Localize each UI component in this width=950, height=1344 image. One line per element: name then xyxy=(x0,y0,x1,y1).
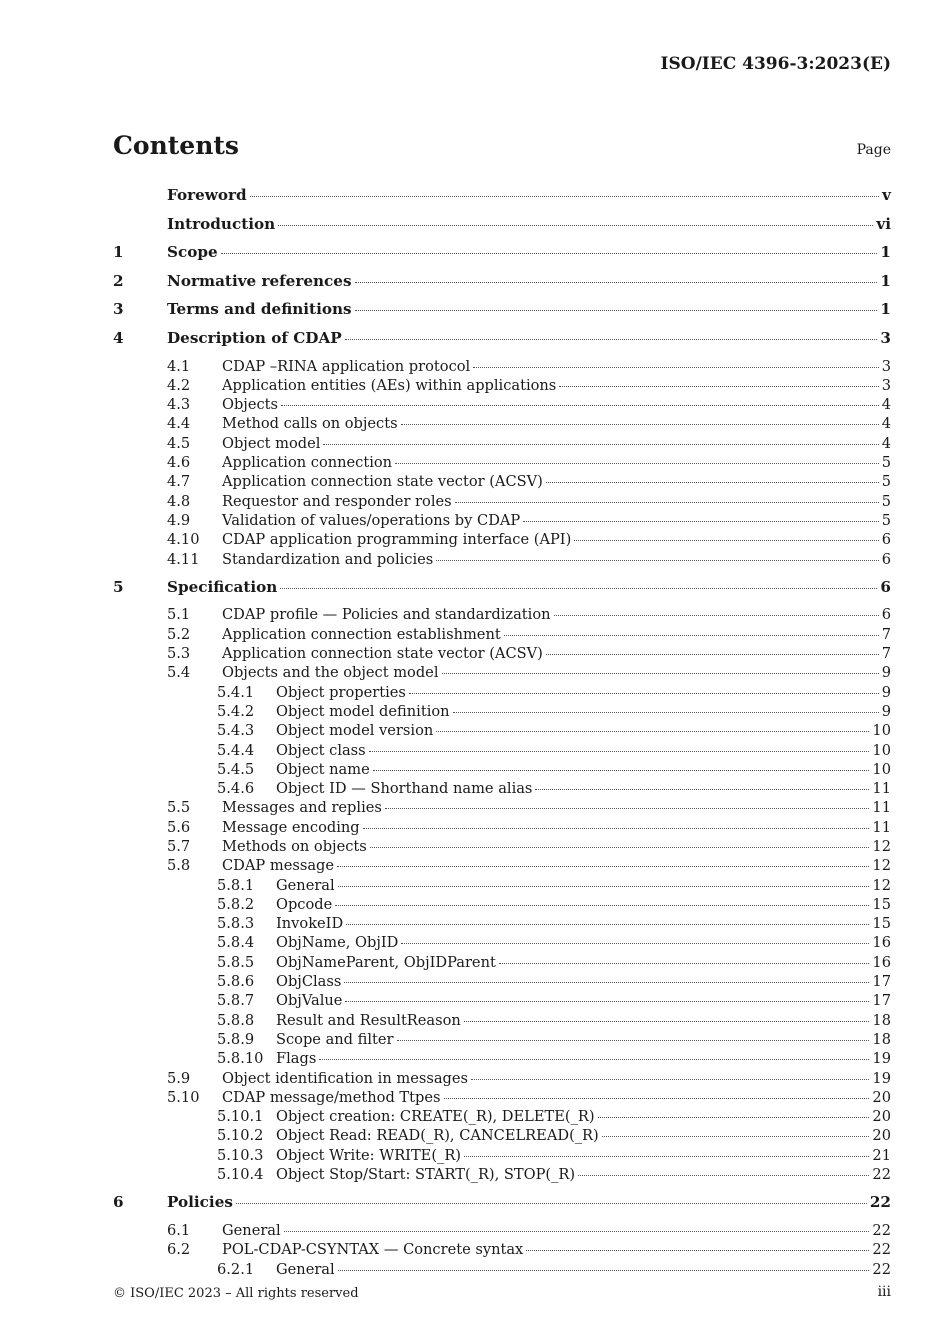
toc-entry-title: POL-CDAP-CSYNTAX — Concrete syntax xyxy=(222,1241,524,1259)
toc-entry-title: Description of CDAP xyxy=(167,328,342,347)
dot-leader xyxy=(526,1250,869,1251)
dot-leader xyxy=(602,1136,870,1137)
toc-entry-page: 11 xyxy=(872,799,891,817)
dot-leader xyxy=(319,1059,869,1060)
toc-entry-number: 5.8.5 xyxy=(217,953,255,971)
toc-entry-number: 3 xyxy=(113,300,124,319)
toc-entry-number: 5.8.2 xyxy=(217,895,255,913)
toc-entry-number: 4.10 xyxy=(167,531,200,549)
footer-page-number: iii xyxy=(877,1284,891,1300)
toc-entry[interactable] xyxy=(113,435,891,454)
toc-entry-page: 9 xyxy=(881,702,891,720)
toc-entry-title: CDAP message xyxy=(222,857,334,875)
dot-leader xyxy=(455,502,879,503)
toc-entry-page: 12 xyxy=(872,876,891,894)
dot-leader xyxy=(337,866,869,867)
toc-entry-title: General xyxy=(276,876,335,894)
toc-entry[interactable] xyxy=(113,1127,891,1146)
toc-entry-number: 1 xyxy=(113,243,124,262)
toc-entry-title: ObjNameParent, ObjIDParent xyxy=(276,953,496,971)
toc-entry-number: 5 xyxy=(113,577,124,596)
toc-entry[interactable] xyxy=(113,300,891,329)
toc-entry-title: CDAP –RINA application protocol xyxy=(222,357,471,375)
toc-entry[interactable] xyxy=(113,819,891,838)
toc-entry-number: 4.9 xyxy=(167,511,191,529)
toc-entry-title: Application connection state vector (ACSV) xyxy=(222,473,543,491)
toc-entry[interactable] xyxy=(113,1222,891,1241)
toc-entry-page: 7 xyxy=(881,645,891,663)
toc-entry[interactable] xyxy=(113,664,891,683)
toc-entry-page: 22 xyxy=(872,1241,891,1259)
dot-leader xyxy=(453,712,879,713)
toc-entry-title: Application connection xyxy=(222,454,393,472)
toc-entry-title: Object Stop/Start: START(_R), STOP(_R) xyxy=(276,1166,576,1184)
toc-entry[interactable] xyxy=(113,606,891,625)
toc-entry-page: 12 xyxy=(872,857,891,875)
toc-entry-page: 1 xyxy=(880,243,891,262)
toc-entry-number: 6.2 xyxy=(167,1241,191,1259)
toc-entry-title: ObjValue xyxy=(276,992,343,1010)
toc-entry-number: 5.4.3 xyxy=(217,722,255,740)
toc-entry-title: Object Read: READ(_R), CANCELREAD(_R) xyxy=(276,1127,599,1145)
dot-leader xyxy=(523,521,878,522)
toc-entry-title: Messages and replies xyxy=(222,799,382,817)
toc-entry-page: 19 xyxy=(872,1050,891,1068)
toc-entry-title: Objects xyxy=(222,396,278,414)
toc-entry-number: 5.8.6 xyxy=(217,973,255,991)
toc-entry-number: 4.2 xyxy=(167,376,191,394)
dot-leader xyxy=(221,253,878,254)
toc-entry-number: 5.10.1 xyxy=(217,1108,264,1126)
dot-leader xyxy=(436,560,878,561)
dot-leader xyxy=(335,905,869,906)
toc-entry-number: 5.8.9 xyxy=(217,1030,255,1048)
toc-entry-title: Policies xyxy=(167,1193,233,1212)
toc-entry-title: Message encoding xyxy=(222,818,360,836)
toc-entry[interactable] xyxy=(113,551,891,570)
toc-entry-number: 5.9 xyxy=(167,1069,191,1087)
toc-entry-title: CDAP application programming interface (API) xyxy=(222,531,572,549)
toc-entry-title: Validation of values/operations by CDAP xyxy=(222,511,521,529)
toc-entry[interactable] xyxy=(113,1166,891,1185)
dot-leader xyxy=(409,693,879,694)
toc-entry-title: Flags xyxy=(276,1050,317,1068)
toc-entry-title: Object Write: WRITE(_R) xyxy=(276,1146,462,1164)
toc-entry[interactable] xyxy=(113,493,891,512)
toc-entry-number: 4.4 xyxy=(167,415,191,433)
toc-entry-number: 6.2.1 xyxy=(217,1260,255,1278)
toc-entry-title: Object properties xyxy=(276,683,406,701)
dot-leader xyxy=(370,847,870,848)
toc-entry-number: 5.8.4 xyxy=(217,934,255,952)
toc-entry-number: 5.4.5 xyxy=(217,760,255,778)
toc-entry-title: CDAP message/method Ttpes xyxy=(222,1088,441,1106)
toc-entry-page: 1 xyxy=(880,300,891,319)
toc-entry-page: 4 xyxy=(881,415,891,433)
toc-entry-page: 9 xyxy=(881,664,891,682)
dot-leader xyxy=(395,463,879,464)
toc-entry-page: 11 xyxy=(872,818,891,836)
toc-entry[interactable] xyxy=(113,703,891,722)
toc-entry[interactable] xyxy=(113,358,891,377)
toc-entry[interactable] xyxy=(113,954,891,973)
toc-entry-title: Object model version xyxy=(276,722,434,740)
dot-leader xyxy=(464,1156,869,1157)
toc-entry-page: 3 xyxy=(880,328,891,347)
dot-leader xyxy=(278,225,873,226)
dot-leader xyxy=(369,751,870,752)
dot-leader xyxy=(401,424,879,425)
toc-entry-title: Introduction xyxy=(167,214,276,233)
toc-entry-title: ObjClass xyxy=(276,973,342,991)
toc-entry-title: Foreword xyxy=(167,186,247,204)
toc-entry-title: Scope xyxy=(167,243,218,262)
toc-entry-page: 16 xyxy=(872,934,891,952)
toc-entry-page: 9 xyxy=(881,683,891,701)
toc-entry-title: Objects and the object model xyxy=(222,664,439,682)
toc-entry[interactable] xyxy=(113,722,891,741)
toc-entry-number: 5.8.1 xyxy=(217,876,255,894)
toc-entry-page: 6 xyxy=(881,606,891,624)
dot-leader xyxy=(355,282,878,283)
toc-entry-title: Opcode xyxy=(276,895,333,913)
page-column-label: Page xyxy=(856,142,891,158)
toc-entry-number: 5.4.1 xyxy=(217,683,255,701)
dot-leader xyxy=(280,588,877,589)
toc-entry-title: Object ID — Shorthand name alias xyxy=(276,780,533,798)
toc-entry[interactable] xyxy=(113,1261,891,1280)
toc-entry[interactable] xyxy=(113,1012,891,1031)
dot-leader xyxy=(444,1098,870,1099)
dot-leader xyxy=(281,405,879,406)
dot-leader xyxy=(578,1175,869,1176)
toc-entry-title: InvokeID xyxy=(276,915,344,933)
dot-leader xyxy=(464,1021,870,1022)
dot-leader xyxy=(401,943,869,944)
toc-entry-number: 5.5 xyxy=(167,799,191,817)
toc-entry-number: 5.4.6 xyxy=(217,780,255,798)
dot-leader xyxy=(338,1270,870,1271)
dot-leader xyxy=(471,1079,869,1080)
toc-entry-title: Normative references xyxy=(167,271,352,290)
toc-entry-page: 6 xyxy=(881,531,891,549)
toc-entry-page: 20 xyxy=(872,1127,891,1145)
footer-copyright: © ISO/IEC 2023 – All rights reserved xyxy=(113,1286,359,1301)
dot-leader xyxy=(373,770,870,771)
dot-leader xyxy=(546,482,879,483)
toc-entry-number: 4.3 xyxy=(167,396,191,414)
toc-entry-page: 10 xyxy=(872,760,891,778)
toc-entry[interactable] xyxy=(113,1147,891,1166)
toc-entry-title: General xyxy=(222,1221,281,1239)
toc-entry-page: 7 xyxy=(881,625,891,643)
toc-entry-page: 20 xyxy=(872,1108,891,1126)
dot-leader xyxy=(436,731,869,732)
toc-entry-page: 5 xyxy=(881,454,891,472)
toc-entry[interactable] xyxy=(113,243,891,272)
toc-entry-title: General xyxy=(276,1260,335,1278)
toc-entry-page: 1 xyxy=(880,271,891,290)
toc-entry-page: 15 xyxy=(872,915,891,933)
toc-entry[interactable] xyxy=(113,742,891,761)
toc-entry[interactable] xyxy=(113,1089,891,1108)
toc-entry[interactable] xyxy=(113,1031,891,1050)
toc-entry[interactable] xyxy=(113,1050,891,1069)
toc-entry-number: 5.8 xyxy=(167,857,191,875)
dot-leader xyxy=(344,982,869,983)
toc-entry-number: 4.1 xyxy=(167,357,191,375)
toc-entry-page: 5 xyxy=(881,473,891,491)
document-code: ISO/IEC 4396-3:2023(E) xyxy=(660,54,891,74)
dot-leader xyxy=(473,367,879,368)
dot-leader xyxy=(535,789,869,790)
toc-entry[interactable] xyxy=(113,626,891,645)
dot-leader xyxy=(284,1231,870,1232)
toc-entry[interactable] xyxy=(113,1108,891,1127)
toc-entry[interactable] xyxy=(113,992,891,1011)
toc-entry-page: 17 xyxy=(872,973,891,991)
toc-entry-number: 5.10.4 xyxy=(217,1166,264,1184)
toc-entry[interactable] xyxy=(113,1070,891,1089)
dot-leader xyxy=(559,386,878,387)
page-title: Contents xyxy=(113,131,240,160)
toc-entry[interactable] xyxy=(113,684,891,703)
toc-entry-number: 4.5 xyxy=(167,434,191,452)
dot-leader xyxy=(504,635,879,636)
toc-entry-number: 5.10 xyxy=(167,1088,200,1106)
toc-entry[interactable] xyxy=(113,396,891,415)
toc-entry-page: 3 xyxy=(881,376,891,394)
toc-entry-page: 6 xyxy=(880,577,891,596)
toc-entry-title: Method calls on objects xyxy=(222,415,398,433)
toc-entry-page: 16 xyxy=(872,953,891,971)
toc-entry-title: Object name xyxy=(276,760,370,778)
toc-entry-number: 4.11 xyxy=(167,550,200,568)
toc-entry[interactable] xyxy=(113,329,891,358)
toc-entry-number: 5.4 xyxy=(167,664,191,682)
toc-entry-number: 5.10.3 xyxy=(217,1146,264,1164)
toc-entry-number: 4 xyxy=(113,328,124,347)
toc-entry-title: Object creation: CREATE(_R), DELETE(_R) xyxy=(276,1108,595,1126)
toc-entry-page: 4 xyxy=(881,396,891,414)
toc-entry-number: 5.1 xyxy=(167,606,191,624)
dot-leader xyxy=(338,886,870,887)
toc-entry[interactable] xyxy=(113,578,891,607)
toc-entry[interactable] xyxy=(113,838,891,857)
toc-entry-number: 4.6 xyxy=(167,454,191,472)
toc-entry-title: Requestor and responder roles xyxy=(222,492,452,510)
toc-entry[interactable] xyxy=(113,877,891,896)
toc-entry[interactable] xyxy=(113,799,891,818)
dot-leader xyxy=(345,1001,869,1002)
dot-leader xyxy=(499,963,870,964)
toc-entry-page: 10 xyxy=(872,741,891,759)
dot-leader xyxy=(346,924,869,925)
toc-entry[interactable] xyxy=(113,896,891,915)
toc-entry-page: 3 xyxy=(881,357,891,375)
toc-entry-title: Result and ResultReason xyxy=(276,1011,461,1029)
toc-entry-page: 11 xyxy=(872,780,891,798)
toc-entry[interactable] xyxy=(113,761,891,780)
toc-entry-number: 5.10.2 xyxy=(217,1127,264,1145)
toc-entry-page: 12 xyxy=(872,837,891,855)
toc-entry[interactable] xyxy=(113,215,891,244)
toc-entry[interactable] xyxy=(113,377,891,396)
toc-entry[interactable] xyxy=(113,645,891,664)
toc-entry-page: 22 xyxy=(872,1221,891,1239)
toc-entry[interactable] xyxy=(113,531,891,550)
toc-entry[interactable] xyxy=(113,473,891,492)
toc-entry-title: Terms and definitions xyxy=(167,300,352,319)
dot-leader xyxy=(355,310,878,311)
toc-entry-number: 5.8.7 xyxy=(217,992,255,1010)
dot-leader xyxy=(250,196,880,197)
dot-leader xyxy=(363,828,870,829)
toc-entry-title: ObjName, ObjID xyxy=(276,934,399,952)
toc-entry[interactable] xyxy=(113,934,891,953)
toc-entry[interactable] xyxy=(113,915,891,934)
toc-entry-title: Application connection state vector (ACSV) xyxy=(222,645,543,663)
toc-entry-number: 5.7 xyxy=(167,837,191,855)
toc-entry-number: 5.3 xyxy=(167,645,191,663)
toc-entry-page: 22 xyxy=(872,1260,891,1278)
toc-entry-page: 5 xyxy=(881,511,891,529)
toc-entry-page: 20 xyxy=(872,1088,891,1106)
dot-leader xyxy=(574,540,878,541)
toc-entry-number: 5.8.3 xyxy=(217,915,255,933)
toc-entry-page: 6 xyxy=(881,550,891,568)
toc-entry-title: Scope and filter xyxy=(276,1030,394,1048)
dot-leader xyxy=(397,1040,870,1041)
dot-leader xyxy=(554,615,879,616)
toc-entry-number: 5.8.8 xyxy=(217,1011,255,1029)
toc-entry[interactable] xyxy=(113,780,891,799)
toc-entry-number: 5.6 xyxy=(167,818,191,836)
table-of-contents xyxy=(113,186,891,1280)
toc-entry-page: 21 xyxy=(872,1146,891,1164)
toc-entry-page: 22 xyxy=(869,1193,891,1212)
toc-entry-page: 17 xyxy=(872,992,891,1010)
dot-leader xyxy=(323,444,878,445)
toc-entry-number: 5.8.10 xyxy=(217,1050,264,1068)
toc-entry-title: Object identification in messages xyxy=(222,1069,469,1087)
toc-entry-title: Application entities (AEs) within applications xyxy=(222,376,557,394)
toc-entry-page: 19 xyxy=(872,1069,891,1087)
toc-entry[interactable] xyxy=(113,272,891,301)
toc-entry[interactable] xyxy=(113,973,891,992)
toc-entry-page: vi xyxy=(876,214,891,233)
toc-entry-page: 18 xyxy=(872,1011,891,1029)
toc-entry-page: 5 xyxy=(881,492,891,510)
toc-entry-page: 4 xyxy=(881,434,891,452)
toc-entry[interactable] xyxy=(113,512,891,531)
toc-entry[interactable] xyxy=(113,454,891,473)
toc-entry-number: 5.4.4 xyxy=(217,741,255,759)
toc-entry-title: Standardization and policies xyxy=(222,550,434,568)
dot-leader xyxy=(385,808,870,809)
toc-entry-page: 22 xyxy=(872,1166,891,1184)
toc-entry-number: 6.1 xyxy=(167,1221,191,1239)
toc-entry-page: 10 xyxy=(872,722,891,740)
toc-entry-title: Object class xyxy=(276,741,366,759)
toc-entry-title: CDAP profile — Policies and standardization xyxy=(222,606,551,624)
toc-entry-number: 4.7 xyxy=(167,473,191,491)
dot-leader xyxy=(345,339,878,340)
dot-leader xyxy=(442,673,879,674)
dot-leader xyxy=(546,654,879,655)
toc-entry-page: 18 xyxy=(872,1030,891,1048)
dot-leader xyxy=(236,1203,867,1204)
toc-entry[interactable] xyxy=(113,857,891,876)
toc-entry[interactable] xyxy=(113,186,891,215)
toc-entry-number: 5.2 xyxy=(167,625,191,643)
toc-entry-title: Object model xyxy=(222,434,321,452)
toc-entry-page: v xyxy=(882,186,891,204)
dot-leader xyxy=(598,1117,870,1118)
toc-entry-number: 6 xyxy=(113,1193,124,1212)
toc-entry-number: 5.4.2 xyxy=(217,702,255,720)
toc-entry[interactable] xyxy=(113,1241,891,1260)
toc-entry-number: 2 xyxy=(113,271,124,290)
toc-entry-title: Object model definition xyxy=(276,702,450,720)
toc-entry[interactable] xyxy=(113,1193,891,1222)
toc-entry-title: Methods on objects xyxy=(222,837,367,855)
toc-entry-title: Application connection establishment xyxy=(222,625,501,643)
toc-entry-title: Specification xyxy=(167,577,278,596)
toc-entry-number: 4.8 xyxy=(167,492,191,510)
toc-entry[interactable] xyxy=(113,415,891,434)
toc-entry-page: 15 xyxy=(872,895,891,913)
